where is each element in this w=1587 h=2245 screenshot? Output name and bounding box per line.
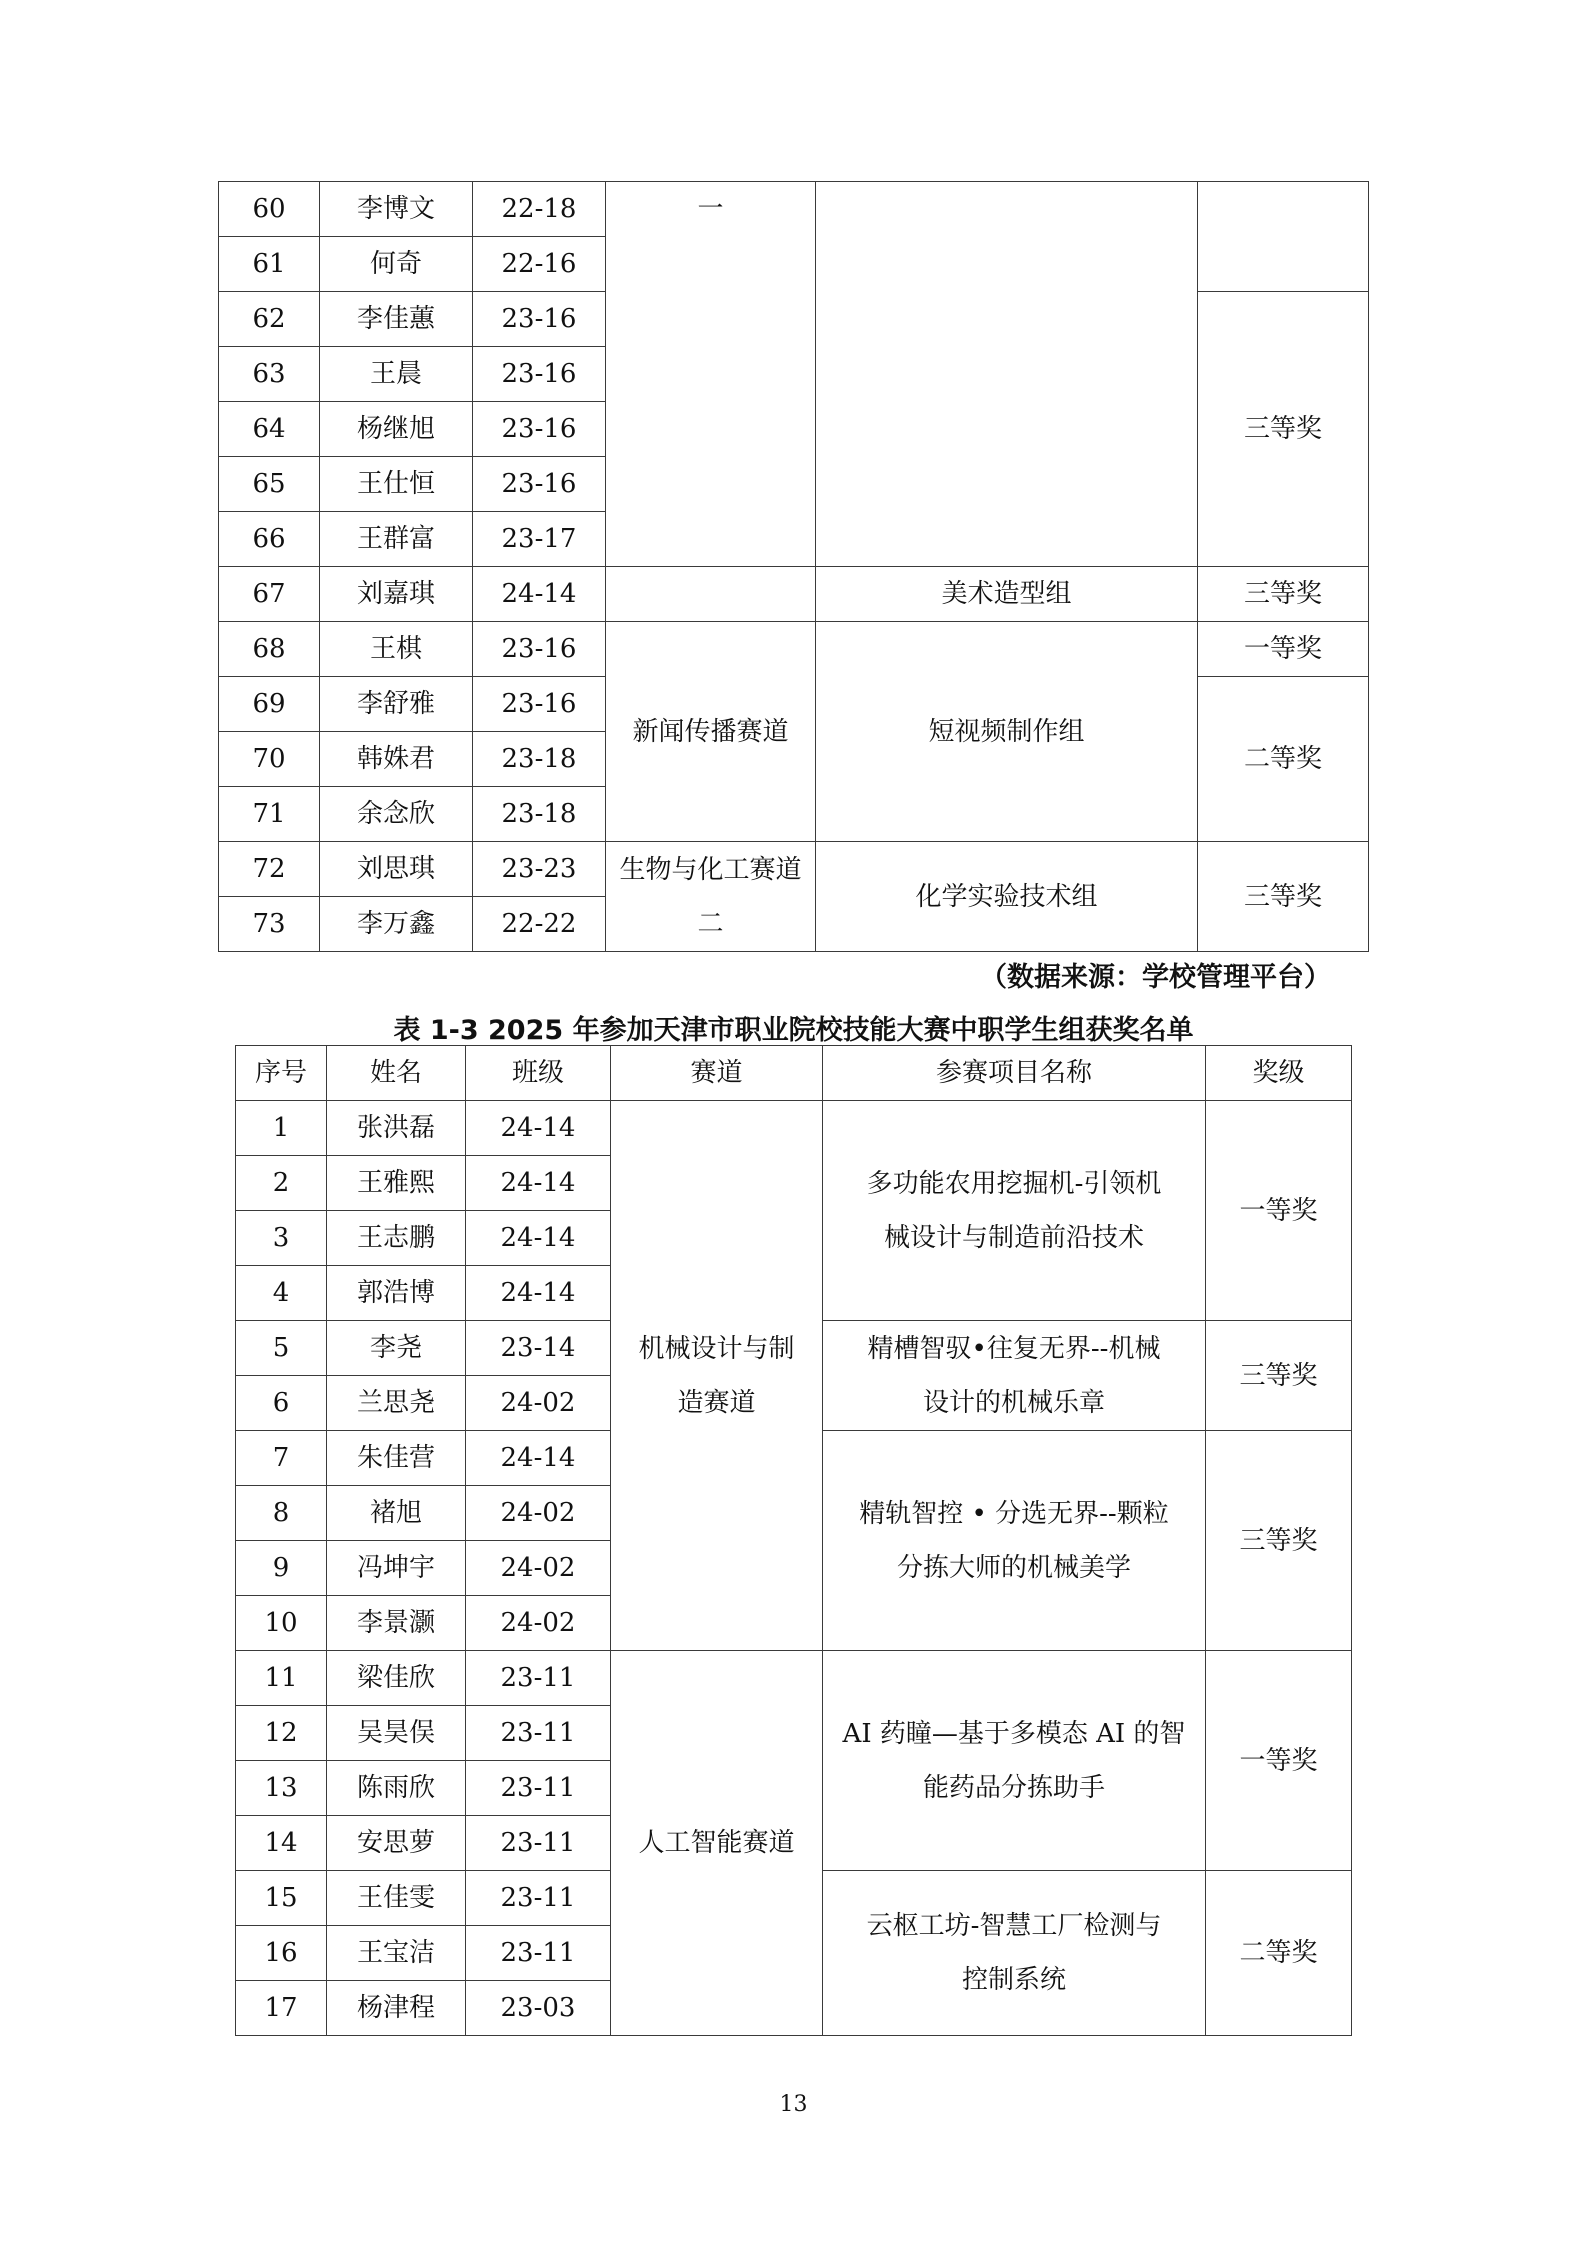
track-cell (606, 567, 816, 622)
row-number: 16 (236, 1926, 327, 1981)
row-number: 1 (236, 1101, 327, 1156)
class-code: 23-16 (473, 622, 606, 677)
row-number: 3 (236, 1211, 327, 1266)
project-line2: 械设计与制造前沿技术 (883, 1222, 1144, 1253)
student-name: 余念欣 (320, 787, 473, 842)
project-line1: AI 药瞳—基于多模态 AI 的智 (842, 1718, 1186, 1749)
class-code: 23-18 (473, 787, 606, 842)
class-code: 23-23 (473, 842, 606, 897)
award-cell: 三等奖 (1206, 1321, 1352, 1431)
class-code: 22-16 (473, 237, 606, 292)
row-number: 71 (219, 787, 320, 842)
row-number: 9 (236, 1541, 327, 1596)
table-header-row (236, 1046, 1352, 1101)
project-line2: 设计的机械乐章 (922, 1387, 1105, 1418)
student-name: 安思萝 (327, 1816, 466, 1871)
class-code: 23-16 (473, 292, 606, 347)
row-number: 11 (236, 1651, 327, 1706)
row-number: 69 (219, 677, 320, 732)
table-row (219, 622, 1369, 677)
project-line1: 精槽智驭•往复无界--机械 (867, 1333, 1161, 1364)
header-name: 姓名 (327, 1046, 466, 1101)
class-code: 23-16 (473, 677, 606, 732)
student-name: 王仕恒 (320, 457, 473, 512)
table-row (236, 1101, 1352, 1156)
class-code: 24-02 (466, 1596, 611, 1651)
student-name: 杨继旭 (320, 402, 473, 457)
class-code: 23-16 (473, 347, 606, 402)
row-number: 67 (219, 567, 320, 622)
track-cell: 新闻传播赛道 (606, 622, 816, 842)
header-no: 序号 (236, 1046, 327, 1101)
student-name: 张洪磊 (327, 1101, 466, 1156)
project-cell: 美术造型组 (816, 567, 1198, 622)
class-code: 23-11 (466, 1816, 611, 1871)
header-class: 班级 (466, 1046, 611, 1101)
track-line2: 造赛道 (677, 1387, 756, 1418)
table-row (219, 567, 1369, 622)
class-code: 23-11 (466, 1706, 611, 1761)
track-label: 一 (697, 194, 724, 224)
class-code: 22-22 (473, 897, 606, 952)
row-number: 62 (219, 292, 320, 347)
class-code: 23-14 (466, 1321, 611, 1376)
row-number: 6 (236, 1376, 327, 1431)
row-number: 64 (219, 402, 320, 457)
class-code: 23-16 (473, 457, 606, 512)
project-line2: 控制系统 (961, 1965, 1066, 1995)
project-cell (823, 1321, 1206, 1431)
row-number: 63 (219, 347, 320, 402)
award-cell: 三等奖 (1198, 842, 1369, 952)
student-name: 兰思尧 (327, 1376, 466, 1431)
project-cell: 短视频制作组 (816, 622, 1198, 842)
table-caption: 表 1-3 2025 年参加天津市职业院校技能大赛中职学生组获奖名单 (393, 1015, 1194, 1046)
award-cell: 三等奖 (1198, 292, 1369, 567)
project-line2: 分拣大师的机械美学 (896, 1552, 1131, 1583)
project-cell (823, 1101, 1206, 1321)
project-line2: 能药品分拣助手 (922, 1772, 1105, 1803)
student-name: 王宝洁 (327, 1926, 466, 1981)
track-cell (606, 182, 816, 567)
student-name: 李尧 (327, 1321, 466, 1376)
award-cell: 一等奖 (1198, 622, 1369, 677)
project-line1: 多功能农用挖掘机-引领机 (866, 1168, 1162, 1199)
class-code: 24-14 (466, 1156, 611, 1211)
student-name: 梁佳欣 (327, 1651, 466, 1706)
award-cell: 三等奖 (1198, 567, 1369, 622)
student-name: 王晨 (320, 347, 473, 402)
header-award: 奖级 (1206, 1046, 1352, 1101)
class-code: 24-14 (466, 1431, 611, 1486)
track-cell: 生物与化工赛道二 (606, 842, 816, 952)
student-name: 王佳雯 (327, 1871, 466, 1926)
table-row (219, 182, 1369, 237)
award-cell (1198, 182, 1369, 292)
student-name: 韩姝君 (320, 732, 473, 787)
row-number: 7 (236, 1431, 327, 1486)
class-code: 23-11 (466, 1651, 611, 1706)
row-number: 61 (219, 237, 320, 292)
row-number: 5 (236, 1321, 327, 1376)
row-number: 12 (236, 1706, 327, 1761)
awards-table-continued (218, 181, 1369, 952)
data-source-note: （数据来源：学校管理平台） (980, 962, 1331, 993)
header-track: 赛道 (611, 1046, 823, 1101)
award-cell: 二等奖 (1198, 677, 1369, 842)
student-name: 刘嘉琪 (320, 567, 473, 622)
track-line1: 人工智能赛道 (638, 1828, 795, 1858)
class-code: 23-11 (466, 1761, 611, 1816)
table-row (236, 1651, 1352, 1706)
class-code: 24-14 (473, 567, 606, 622)
student-name: 何奇 (320, 237, 473, 292)
class-code: 24-02 (466, 1486, 611, 1541)
award-cell: 一等奖 (1206, 1101, 1352, 1321)
class-code: 24-14 (466, 1211, 611, 1266)
row-number: 73 (219, 897, 320, 952)
class-code: 23-11 (466, 1926, 611, 1981)
track-cell (611, 1651, 823, 2036)
row-number: 70 (219, 732, 320, 787)
student-name: 李佳蕙 (320, 292, 473, 347)
project-cell (823, 1871, 1206, 2036)
project-cell (816, 182, 1198, 567)
class-code: 24-14 (466, 1101, 611, 1156)
row-number: 4 (236, 1266, 327, 1321)
award-cell: 二等奖 (1206, 1871, 1352, 2036)
award-cell: 一等奖 (1206, 1651, 1352, 1871)
row-number: 2 (236, 1156, 327, 1211)
project-cell (823, 1431, 1206, 1651)
row-number: 66 (219, 512, 320, 567)
student-name: 刘思琪 (320, 842, 473, 897)
project-cell: 化学实验技术组 (816, 842, 1198, 952)
project-line1: 精轨智控 • 分选无界--颗粒 (859, 1498, 1169, 1529)
row-number: 17 (236, 1981, 327, 2036)
row-number: 15 (236, 1871, 327, 1926)
class-code: 23-03 (466, 1981, 611, 2036)
row-number: 8 (236, 1486, 327, 1541)
student-name: 李博文 (320, 182, 473, 237)
student-name: 王棋 (320, 622, 473, 677)
student-name: 王雅熙 (327, 1156, 466, 1211)
table-row (219, 842, 1369, 897)
student-name: 李万鑫 (320, 897, 473, 952)
row-number: 68 (219, 622, 320, 677)
page-number: 13 (779, 2092, 808, 2117)
student-name: 王群富 (320, 512, 473, 567)
track-line1: 机械设计与制 (638, 1333, 795, 1364)
class-code: 23-18 (473, 732, 606, 787)
student-name: 吴昊俣 (327, 1706, 466, 1761)
class-code: 22-18 (473, 182, 606, 237)
track-cell (611, 1101, 823, 1651)
student-name: 李景灏 (327, 1596, 466, 1651)
student-name: 陈雨欣 (327, 1761, 466, 1816)
row-number: 72 (219, 842, 320, 897)
class-code: 23-16 (473, 402, 606, 457)
row-number: 10 (236, 1596, 327, 1651)
student-name: 冯坤宇 (327, 1541, 466, 1596)
class-code: 24-02 (466, 1376, 611, 1431)
class-code: 23-17 (473, 512, 606, 567)
student-name: 朱佳营 (327, 1431, 466, 1486)
row-number: 13 (236, 1761, 327, 1816)
class-code: 23-11 (466, 1871, 611, 1926)
header-project: 参赛项目名称 (823, 1046, 1206, 1101)
student-name: 李舒雅 (320, 677, 473, 732)
student-name: 褚旭 (327, 1486, 466, 1541)
row-number: 14 (236, 1816, 327, 1871)
project-line1: 云枢工坊-智慧工厂检测与 (866, 1911, 1162, 1941)
student-name: 杨津程 (327, 1981, 466, 2036)
award-cell: 三等奖 (1206, 1431, 1352, 1651)
class-code: 24-02 (466, 1541, 611, 1596)
student-name: 郭浩博 (327, 1266, 466, 1321)
project-cell (823, 1651, 1206, 1871)
class-code: 24-14 (466, 1266, 611, 1321)
row-number: 65 (219, 457, 320, 512)
row-number: 60 (219, 182, 320, 237)
awards-table-1-3 (235, 1045, 1352, 2036)
student-name: 王志鹏 (327, 1211, 466, 1266)
